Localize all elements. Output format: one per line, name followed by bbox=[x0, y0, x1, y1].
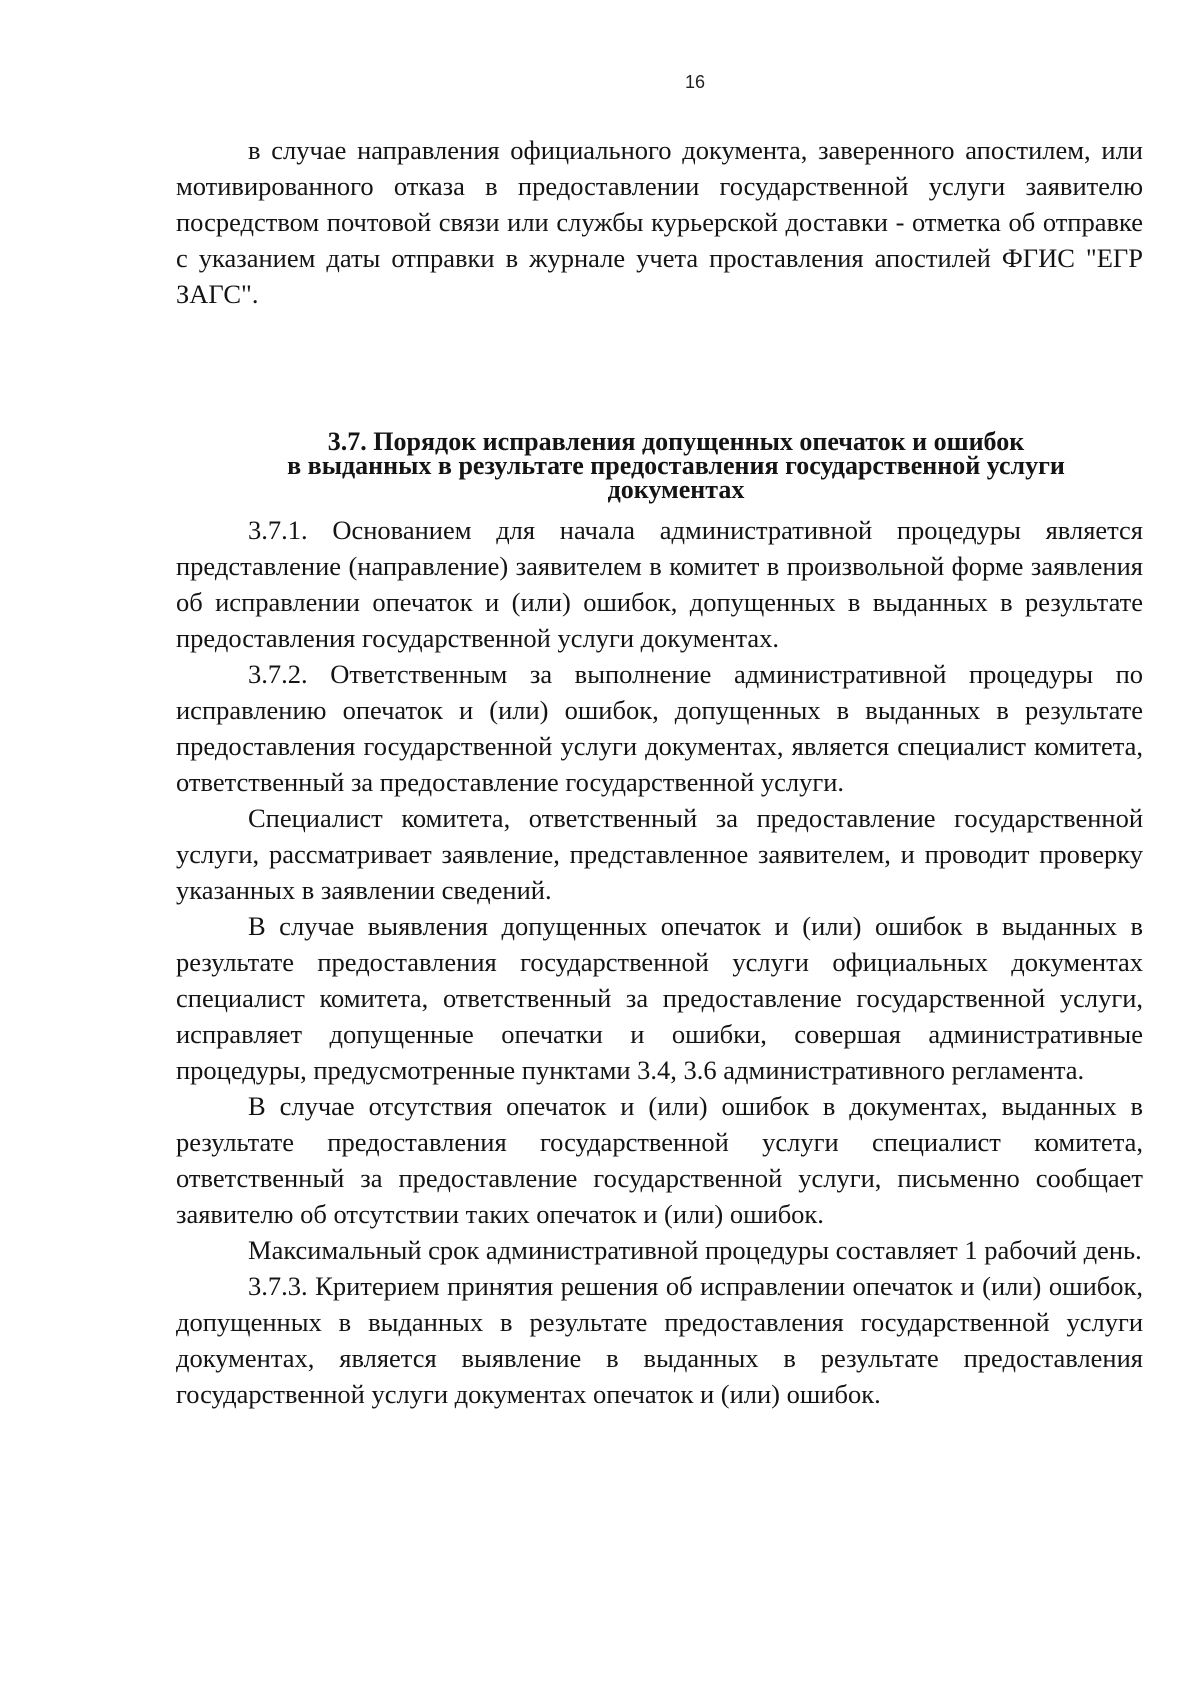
section-heading bbox=[176, 427, 1176, 504]
section-heading-line-1: 3.7. Порядок исправления допущенных опечаток и ошибок bbox=[327, 427, 1025, 456]
paragraph-specialist-review: Специалист комитета, ответственный за предоставление государственной услуги, рассматривает заявление, представленное заявителем, и проводит проверку указанных в заявлении сведений. bbox=[176, 803, 1143, 905]
paragraph-3-7-3: 3.7.3. Критерием принятия решения об исправлении опечаток и (или) ошибок, допущенных в выданных в результате предоставления государственной услуги документах, является выявление в выданных в результате предоставления государственной услуги документах опечаток и (или) ошибок. bbox=[176, 1271, 1143, 1409]
continuation-text bbox=[176, 132, 1143, 312]
section-heading-line-3: документах bbox=[607, 475, 745, 504]
section-body bbox=[176, 512, 1143, 1412]
section-heading-line-2: в выданных в результате предоставления государственной услуги bbox=[287, 451, 1065, 480]
paragraph-3-7-1: 3.7.1. Основанием для начала административной процедуры является представление (направление) заявителем в комитет в произвольной форме заявления об исправлении опечаток и (или) ошибок, допущенных в выданных в результате предоставления государственной услуги документах. bbox=[176, 515, 1143, 653]
paragraph-no-errors: В случае отсутствия опечаток и (или) ошибок в документах, выданных в результате предоставления государственной услуги специалист комитета, ответственный за предоставление государственной услуги, письменно сообщает заявителю об отсутствии таких опечаток и (или) ошибок. bbox=[176, 1091, 1143, 1229]
paragraph-max-duration: Максимальный срок административной процедуры составляет 1 рабочий день. bbox=[248, 1235, 1142, 1265]
paragraph-errors-found: В случае выявления допущенных опечаток и (или) ошибок в выданных в результате предоставления государственной услуги официальных документах специалист комитета, ответственный за предоставление государственной услуги, исправляет допущенные опечатки и ошибки, совершая административные процедуры, предусмотренные пунктами 3.4, 3.6 административного регламента. bbox=[176, 911, 1143, 1085]
paragraph-3-7-2: 3.7.2. Ответственным за выполнение административной процедуры по исправлению опечаток и (или) ошибок, допущенных в выданных в результате предоставления государственной услуги документах, является специалист комитета, ответственный за предоставление государственной услуги. bbox=[176, 659, 1143, 797]
continuation-paragraph: в случае направления официального документа, заверенного апостилем, или мотивированного отказа в предоставлении государственной услуги заявителю посредством почтовой связи или службы курьерской доставки - отметка об отправке с указанием даты отправки в журнале учета проставления апостилей ФГИС "ЕГР ЗАГС". bbox=[176, 135, 1143, 309]
page-number: 16 bbox=[684, 72, 706, 92]
